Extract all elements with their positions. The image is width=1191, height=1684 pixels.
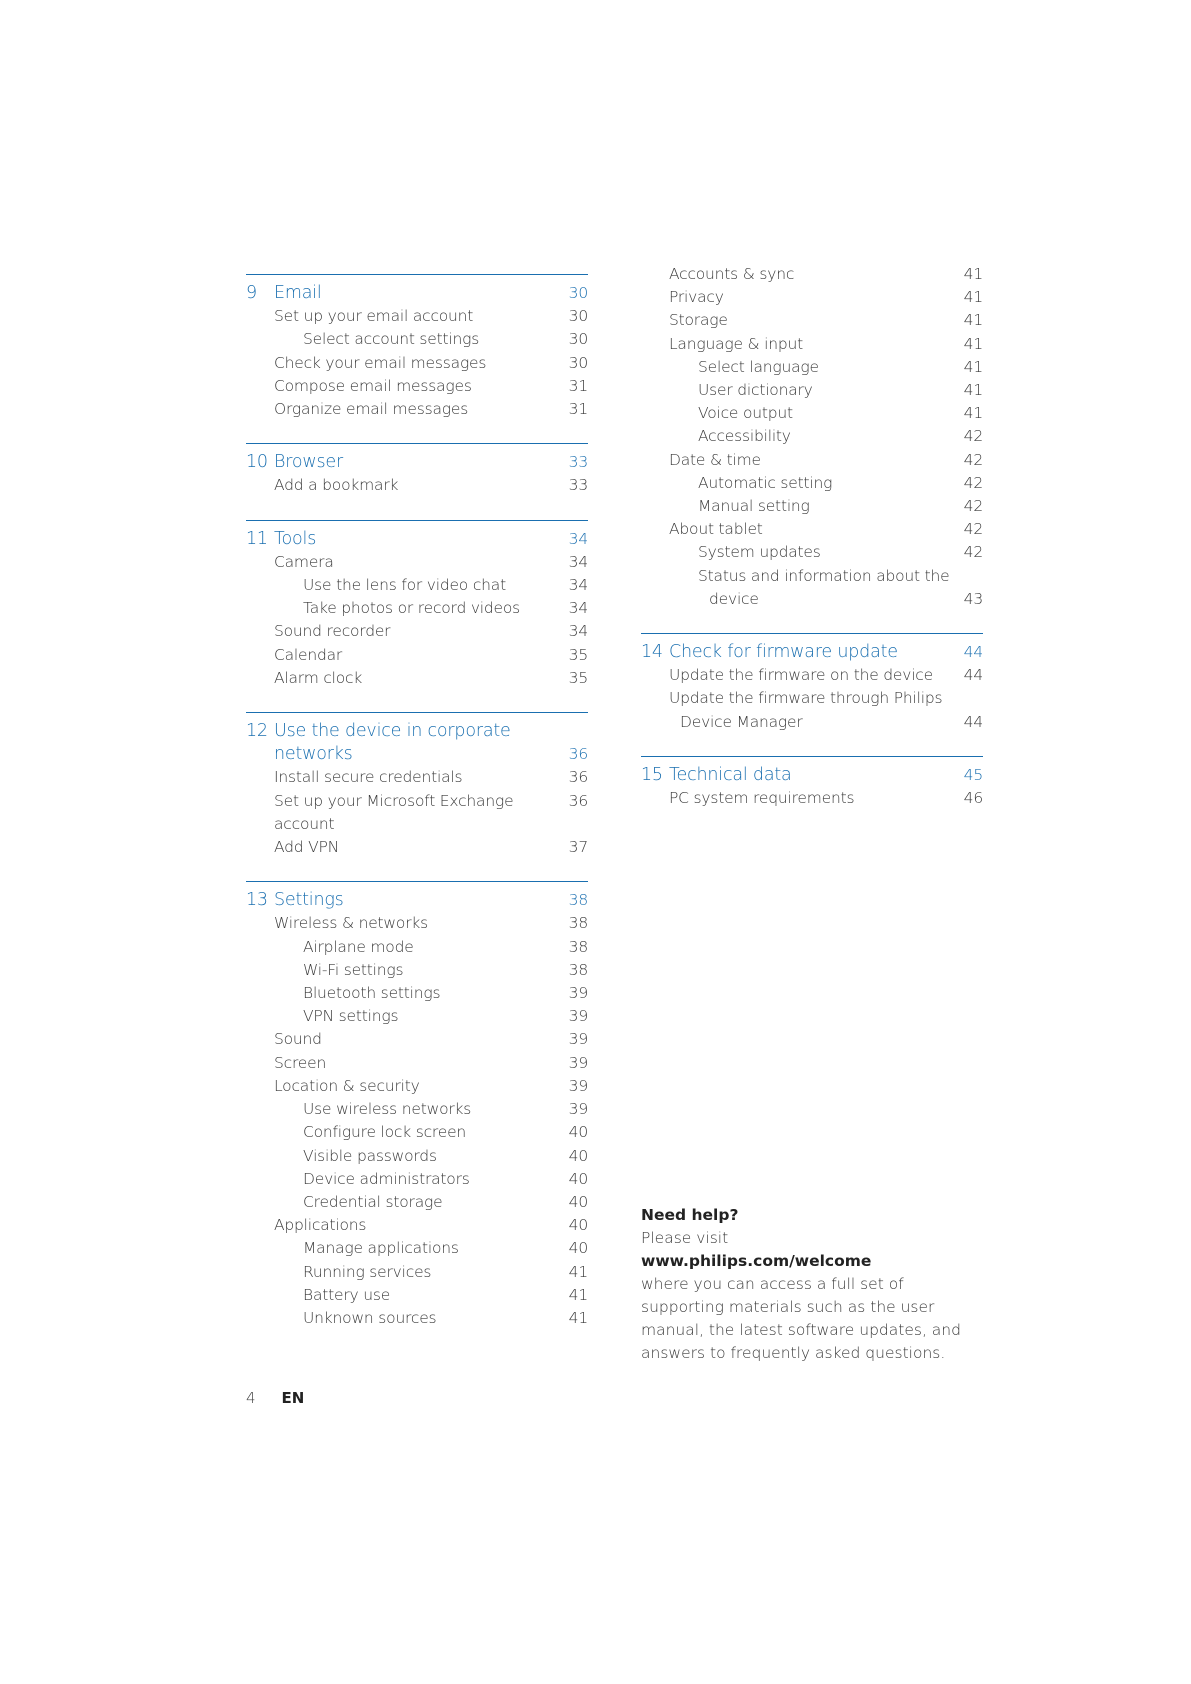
section-title: Browser	[274, 452, 343, 473]
toc-entry-title: VPN settings	[303, 1007, 399, 1026]
section-heading-text	[641, 641, 959, 664]
toc-entry-title: Wi-Fi settings	[303, 960, 404, 979]
toc-entry[interactable]	[641, 379, 983, 402]
language-code: EN	[281, 1389, 305, 1407]
toc-entry[interactable]	[641, 664, 983, 687]
section-heading[interactable]	[246, 720, 588, 743]
toc-entry[interactable]	[641, 711, 983, 734]
toc-entry[interactable]	[641, 333, 983, 356]
toc-entry-page: 30	[568, 307, 588, 326]
toc-entry-page: 39	[568, 984, 588, 1003]
toc-entry-page: 38	[568, 960, 588, 979]
toc-entry-page: 42	[963, 520, 983, 539]
toc-entry-title: Accounts & sync	[669, 265, 795, 283]
toc-entry-title: Screen	[274, 1053, 327, 1072]
toc-section	[246, 520, 588, 690]
toc-entry[interactable]	[246, 1214, 588, 1237]
section-number: 11	[246, 528, 268, 549]
toc-entry-title: About tablet	[669, 520, 763, 539]
section-heading-text	[246, 528, 564, 551]
toc-entry-title: Credential storage	[303, 1192, 443, 1211]
toc-entry-title: Add VPN	[274, 838, 340, 857]
section-title-continued: networks	[274, 744, 353, 765]
toc-entry-page: 44	[963, 712, 983, 731]
toc-entry-title: Alarm clock	[274, 668, 363, 687]
toc-entry[interactable]	[641, 402, 983, 425]
toc-entry-page: 34	[568, 576, 588, 595]
section-heading-text	[246, 451, 564, 474]
toc-entry[interactable]	[641, 565, 983, 588]
toc-entry-title: Airplane mode	[303, 937, 414, 956]
toc-entry-page: 42	[963, 427, 983, 446]
toc-entry-page: 40	[568, 1239, 588, 1258]
section-title: Settings	[274, 890, 344, 911]
section-page: 38	[568, 891, 588, 910]
toc-entry[interactable]	[246, 912, 588, 935]
toc-entry[interactable]	[641, 425, 983, 448]
toc-entry-title: Device Manager	[680, 712, 803, 731]
toc-entry-page: 34	[568, 622, 588, 641]
toc-entry-title: Date & time	[669, 450, 761, 469]
toc-entry-title: Configure lock screen	[303, 1123, 467, 1142]
toc-entry-page: 35	[568, 645, 588, 664]
toc-entry-title: Check your email messages	[274, 353, 487, 372]
toc-entry[interactable]	[641, 263, 983, 286]
toc-entry-title: Sound	[274, 1030, 322, 1049]
toc-section	[246, 443, 588, 497]
toc-entry[interactable]	[246, 474, 588, 497]
toc-entry-title: Running services	[303, 1262, 432, 1281]
toc-entry-page: 33	[568, 476, 588, 495]
toc-entry-title: Privacy	[669, 288, 724, 307]
toc-entry[interactable]	[246, 667, 588, 690]
toc-entry-page: 39	[568, 1007, 588, 1026]
toc-entry-title: Organize email messages	[274, 400, 469, 419]
toc-entry-page: 41	[963, 265, 983, 283]
section-heading-text	[246, 282, 564, 305]
toc-entry-title: Select account settings	[303, 330, 480, 349]
toc-entry-title: Sound recorder	[274, 622, 391, 641]
toc-entry-page: 41	[963, 288, 983, 307]
toc-entry-title: Manual setting	[698, 497, 810, 516]
page-footer	[246, 1389, 304, 1407]
toc-entry[interactable]	[641, 588, 983, 611]
toc-entry-page: 43	[963, 589, 983, 608]
toc-entry-page: 37	[568, 838, 588, 857]
toc-entry[interactable]	[246, 352, 588, 375]
toc-entry-title: Unknown sources	[303, 1308, 437, 1327]
toc-continued-section	[641, 263, 983, 611]
section-heading[interactable]	[641, 641, 983, 664]
toc-entry[interactable]	[641, 286, 983, 309]
section-number: 10	[246, 452, 268, 473]
toc-entry[interactable]	[246, 936, 588, 959]
toc-entry-title: Take photos or record videos	[303, 599, 521, 618]
toc-entry-title: device	[709, 589, 759, 608]
section-heading[interactable]	[246, 528, 588, 551]
section-number: 13	[246, 890, 268, 911]
toc-entry-page: 39	[568, 1053, 588, 1072]
toc-entry-title: Accessibility	[698, 427, 791, 446]
toc-left-column	[246, 274, 588, 1352]
section-title: Check for firmware update	[669, 642, 898, 663]
toc-entry-title: Bluetooth settings	[303, 984, 441, 1003]
toc-entry-page: 42	[963, 543, 983, 562]
toc-entry-page: 38	[568, 937, 588, 956]
toc-entry-page: 36	[568, 791, 588, 810]
toc-entry-page: 34	[568, 599, 588, 618]
toc-entry[interactable]	[246, 328, 588, 351]
section-page: 44	[963, 643, 983, 662]
toc-entry-title: Applications	[274, 1216, 367, 1235]
toc-entry[interactable]	[641, 518, 983, 541]
toc-entry[interactable]	[246, 1098, 588, 1121]
toc-entry-title: Calendar	[274, 645, 343, 664]
toc-entry-title: Camera	[274, 552, 334, 571]
toc-entry[interactable]	[246, 1261, 588, 1284]
toc-entry[interactable]	[246, 1237, 588, 1260]
toc-entry[interactable]	[246, 1145, 588, 1168]
help-url-link[interactable]: www.philips.com/welcome	[641, 1252, 872, 1270]
toc-entry-title: Location & security	[274, 1076, 420, 1095]
section-page: 30	[568, 284, 588, 302]
section-number: 12	[246, 721, 268, 742]
toc-entry-page: 34	[568, 552, 588, 571]
toc-entry[interactable]	[246, 1284, 588, 1307]
page-number: 4	[246, 1389, 256, 1407]
toc-entry-page: 30	[568, 330, 588, 349]
toc-entry-title: PC system requirements	[669, 789, 855, 808]
toc-entry[interactable]	[641, 787, 983, 810]
toc-section	[246, 274, 588, 421]
help-title: Need help?	[641, 1206, 739, 1224]
section-page: 45	[963, 765, 983, 784]
toc-entry-title: Storage	[669, 311, 728, 330]
toc-entry-page: 41	[568, 1262, 588, 1281]
toc-entry-title: Manage applications	[303, 1239, 459, 1258]
toc-entry[interactable]	[641, 495, 983, 518]
toc-section	[246, 881, 588, 1330]
toc-entry[interactable]	[246, 959, 588, 982]
section-heading-continued[interactable]	[246, 743, 588, 766]
toc-entry[interactable]	[246, 597, 588, 620]
toc-entry-page: 41	[963, 334, 983, 353]
toc-entry[interactable]	[246, 551, 588, 574]
help-line: Please visit	[641, 1229, 729, 1247]
toc-entry[interactable]	[641, 541, 983, 564]
toc-entry[interactable]	[246, 1168, 588, 1191]
section-page: 34	[568, 529, 588, 548]
toc-entry-page: 40	[568, 1146, 588, 1165]
toc-entry-title: Visible passwords	[303, 1146, 437, 1165]
section-title: Use the device in corporate	[274, 721, 511, 742]
section-page: 36	[568, 745, 588, 764]
toc-entry-page: 41	[568, 1308, 588, 1327]
toc-entry-title: Add a bookmark	[274, 476, 399, 495]
toc-entry-title: Update the firmware through Philips	[669, 689, 943, 708]
toc-entry-title: Compose email messages	[274, 376, 472, 395]
toc-entry[interactable]	[641, 449, 983, 472]
toc-entry-page: 41	[963, 357, 983, 376]
toc-entry[interactable]	[246, 305, 588, 328]
toc-entry-page: 40	[568, 1169, 588, 1188]
toc-entry-page: 31	[568, 400, 588, 419]
toc-entry-page: 41	[963, 381, 983, 400]
toc-entry[interactable]	[246, 1121, 588, 1144]
toc-entry[interactable]	[246, 620, 588, 643]
toc-entry[interactable]	[641, 687, 983, 710]
toc-entry-page: 42	[963, 473, 983, 492]
toc-entry[interactable]	[246, 790, 588, 836]
section-heading-text	[246, 720, 564, 743]
toc-entry[interactable]	[246, 1307, 588, 1330]
toc-entry-page: 31	[568, 376, 588, 395]
toc-entry-page: 42	[963, 497, 983, 516]
section-page: 33	[568, 453, 588, 472]
toc-entry-page: 35	[568, 668, 588, 687]
toc-entry-title: Install secure credentials	[274, 768, 463, 787]
toc-entry-page: 46	[963, 789, 983, 808]
toc-section	[246, 712, 588, 859]
section-heading-text	[246, 889, 564, 912]
toc-entry-title: Wireless & networks	[274, 914, 429, 933]
help-body: where you can access a full set of supporting materials such as the user manual, the latest software updates, and answers to frequently asked questions.	[641, 1275, 961, 1362]
toc-section	[641, 756, 983, 810]
toc-entry-page: 42	[963, 450, 983, 469]
toc-entry-title: Set up your email account	[274, 307, 474, 326]
toc-entry[interactable]	[246, 1005, 588, 1028]
toc-entry-page: 40	[568, 1192, 588, 1211]
toc-entry-page: 39	[568, 1030, 588, 1049]
toc-entry-title: Update the firmware on the device	[669, 666, 933, 685]
toc-section	[641, 633, 983, 734]
toc-right-column	[641, 265, 983, 832]
section-heading[interactable]	[246, 282, 588, 305]
toc-entry[interactable]	[246, 1052, 588, 1075]
toc-entry-page: 40	[568, 1123, 588, 1142]
toc-entry[interactable]	[246, 982, 588, 1005]
toc-entry[interactable]	[246, 1028, 588, 1051]
toc-entry[interactable]	[641, 356, 983, 379]
section-title: Email	[274, 283, 322, 303]
toc-entry-title: User dictionary	[698, 381, 813, 400]
toc-entry-title: Voice output	[698, 404, 793, 423]
toc-entry[interactable]	[246, 644, 588, 667]
toc-entry[interactable]	[246, 574, 588, 597]
toc-entry-page: 41	[963, 404, 983, 423]
toc-entry[interactable]	[641, 309, 983, 332]
toc-entry[interactable]	[641, 472, 983, 495]
toc-entry[interactable]	[246, 398, 588, 421]
toc-entry-page: 40	[568, 1216, 588, 1235]
toc-entry-title: System updates	[698, 543, 821, 562]
toc-entry-page: 38	[568, 914, 588, 933]
toc-entry-page: 36	[568, 768, 588, 787]
help-box	[641, 1204, 983, 1365]
toc-entry-title: Battery use	[303, 1285, 391, 1304]
toc-entry-title: Automatic setting	[698, 473, 833, 492]
toc-entry-page: 39	[568, 1076, 588, 1095]
section-number: 9	[246, 283, 257, 303]
toc-entry-page: 41	[568, 1285, 588, 1304]
section-heading-text	[641, 764, 959, 787]
toc-entry[interactable]	[246, 375, 588, 398]
section-heading[interactable]	[641, 764, 983, 787]
toc-entry[interactable]	[246, 836, 588, 859]
toc-entry-title: Select language	[698, 357, 819, 376]
toc-entry-title: Device administrators	[303, 1169, 470, 1188]
toc-entry[interactable]	[246, 1075, 588, 1098]
toc-entry-page: 44	[963, 666, 983, 685]
toc-entry-page: 41	[963, 311, 983, 330]
section-title: Technical data	[669, 764, 792, 785]
section-heading[interactable]	[246, 889, 588, 912]
section-heading[interactable]	[246, 451, 588, 474]
toc-entry[interactable]	[246, 1191, 588, 1214]
toc-entry-title: Language & input	[669, 334, 804, 353]
toc-entry-page: 39	[568, 1100, 588, 1119]
toc-entry-title: Use the lens for video chat	[303, 576, 506, 595]
section-number: 14	[641, 642, 663, 663]
toc-entry-title: Status and information about the	[698, 566, 950, 585]
toc-entry[interactable]	[246, 766, 588, 789]
toc-entry-page: 30	[568, 353, 588, 372]
toc-entry-title: Use wireless networks	[303, 1100, 472, 1119]
toc-entry-title: Set up your Microsoft Exchange account	[274, 791, 514, 833]
section-title: Tools	[274, 528, 317, 549]
section-number: 15	[641, 764, 663, 785]
